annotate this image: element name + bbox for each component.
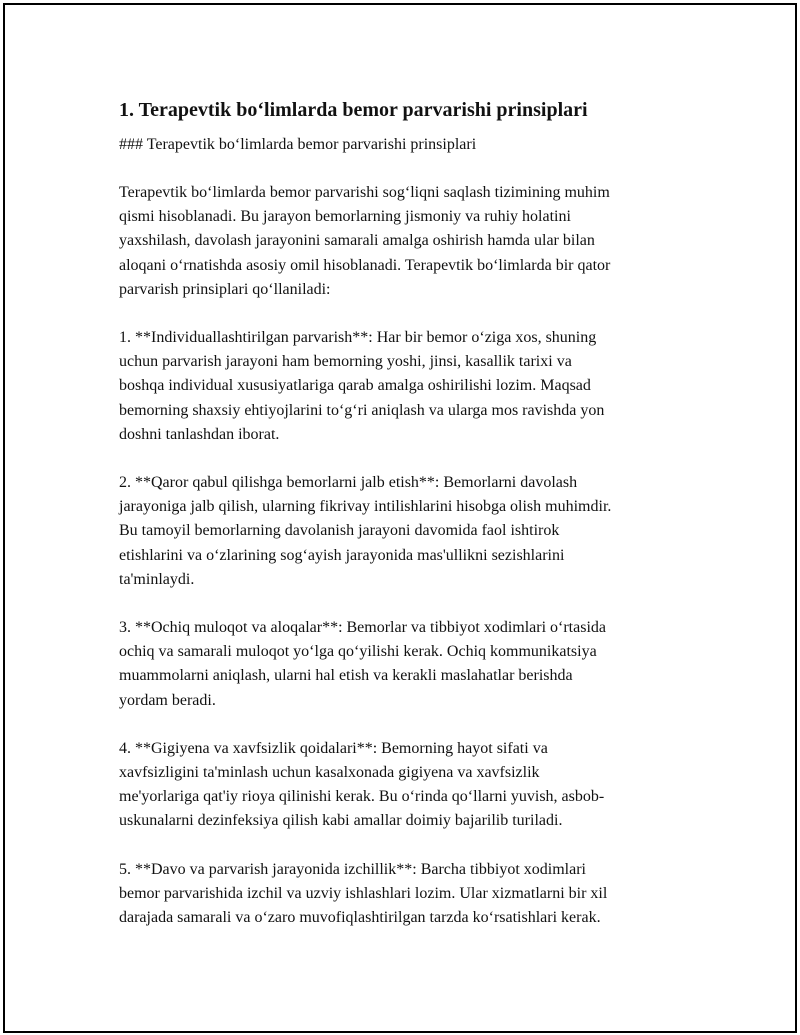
section-subheading: ### Terapevtik bo‘limlarda bemor parvarishi prinsiplari xyxy=(119,136,477,153)
document-page xyxy=(3,3,797,1033)
text-line: ta'minlaydi. xyxy=(119,570,195,588)
text-line: 5. **Davo va parvarish jarayonida izchillik**: Barcha tibbiyot xodimlari xyxy=(119,860,586,878)
text-line: ochiq va samarali muloqot yo‘lga qo‘yilishi kerak. Ochiq kommunikatsiya xyxy=(119,643,597,661)
page-title: 1. Terapevtik bo‘limlarda bemor parvarishi prinsiplari xyxy=(119,99,588,121)
principle-5-paragraph xyxy=(119,858,699,931)
document-content xyxy=(119,97,699,954)
text-line: 2. **Qaror qabul qilishga bemorlarni jalb etish**: Bemorlarni davolash xyxy=(119,474,578,492)
principle-2-paragraph xyxy=(119,471,699,592)
principle-1-paragraph xyxy=(119,326,699,447)
principle-3-paragraph xyxy=(119,616,699,713)
text-line: uchun parvarish jarayoni ham bemorning yoshi, jinsi, kasallik tarixi va xyxy=(119,353,572,371)
text-line: darajada samarali va o‘zaro muvofiqlashtirilgan tarzda ko‘rsatishlari kerak. xyxy=(119,909,601,927)
text-line: bemorning shaxsiy ehtiyojlarini to‘g‘ri aniqlash va ularga mos ravishda yon xyxy=(119,401,605,419)
text-line: xavfsizligini ta'minlash uchun kasalxonada gigiyena va xavfsizlik xyxy=(119,764,540,782)
text-line: parvarish prinsiplari qo‘llaniladi: xyxy=(119,280,331,298)
text-line: 1. **Individuallashtirilgan parvarish**: Har bir bemor o‘ziga xos, shuning xyxy=(119,329,597,347)
text-line: uskunalarni dezinfeksiya qilish kabi amallar doimiy bajarilib turiladi. xyxy=(119,812,563,830)
text-line: Bu tamoyil bemorlarning davolanish jarayoni davomida faol ishtirok xyxy=(119,522,560,540)
text-line: me'yorlariga qat'iy rioya qilinishi kerak. Bu o‘rinda qo‘llarni yuvish, asbob- xyxy=(119,788,605,806)
text-line: 3. **Ochiq muloqot va aloqalar**: Bemorlar va tibbiyot xodimlari o‘rtasida xyxy=(119,619,606,637)
text-line: bemor parvarishida izchil va uzviy ishlashlari lozim. Ular xizmatlarni bir xil xyxy=(119,884,608,902)
text-line: Terapevtik bo‘limlarda bemor parvarishi sog‘liqni saqlash tizimining muhim xyxy=(119,184,610,201)
text-line: qismi hisoblanadi. Bu jarayon bemorlarning jismoniy va ruhiy holatini xyxy=(119,208,571,226)
text-line: boshqa individual xususiyatlariga qarab amalga oshirilishi lozim. Maqsad xyxy=(119,377,591,395)
text-line: jarayoniga jalb qilish, ularning fikrivay intilishlarini hisobga olish muhimdir. xyxy=(119,498,612,516)
text-line: 4. **Gigiyena va xavfsizlik qoidalari**: Bemorning hayot sifati va xyxy=(119,739,548,757)
text-line: yaxshilash, davolash jarayonini samarali amalga oshirish hamda ular bilan xyxy=(119,232,595,250)
principle-4-paragraph xyxy=(119,737,699,834)
text-line: doshni tanlashdan iborat. xyxy=(119,425,280,443)
text-line: aloqani o‘rnatishda asosiy omil hisoblanadi. Terapevtik bo‘limlarda bir qator xyxy=(119,256,611,274)
text-line: muammolarni aniqlash, ularni hal etish va kerakli maslahatlar berishda xyxy=(119,667,573,685)
text-line: yordam beradi. xyxy=(119,691,216,709)
text-line: etishlarini va o‘zlarining sog‘ayish jarayonida mas'ullikni sezishlarini xyxy=(119,546,565,564)
intro-paragraph xyxy=(119,181,699,302)
